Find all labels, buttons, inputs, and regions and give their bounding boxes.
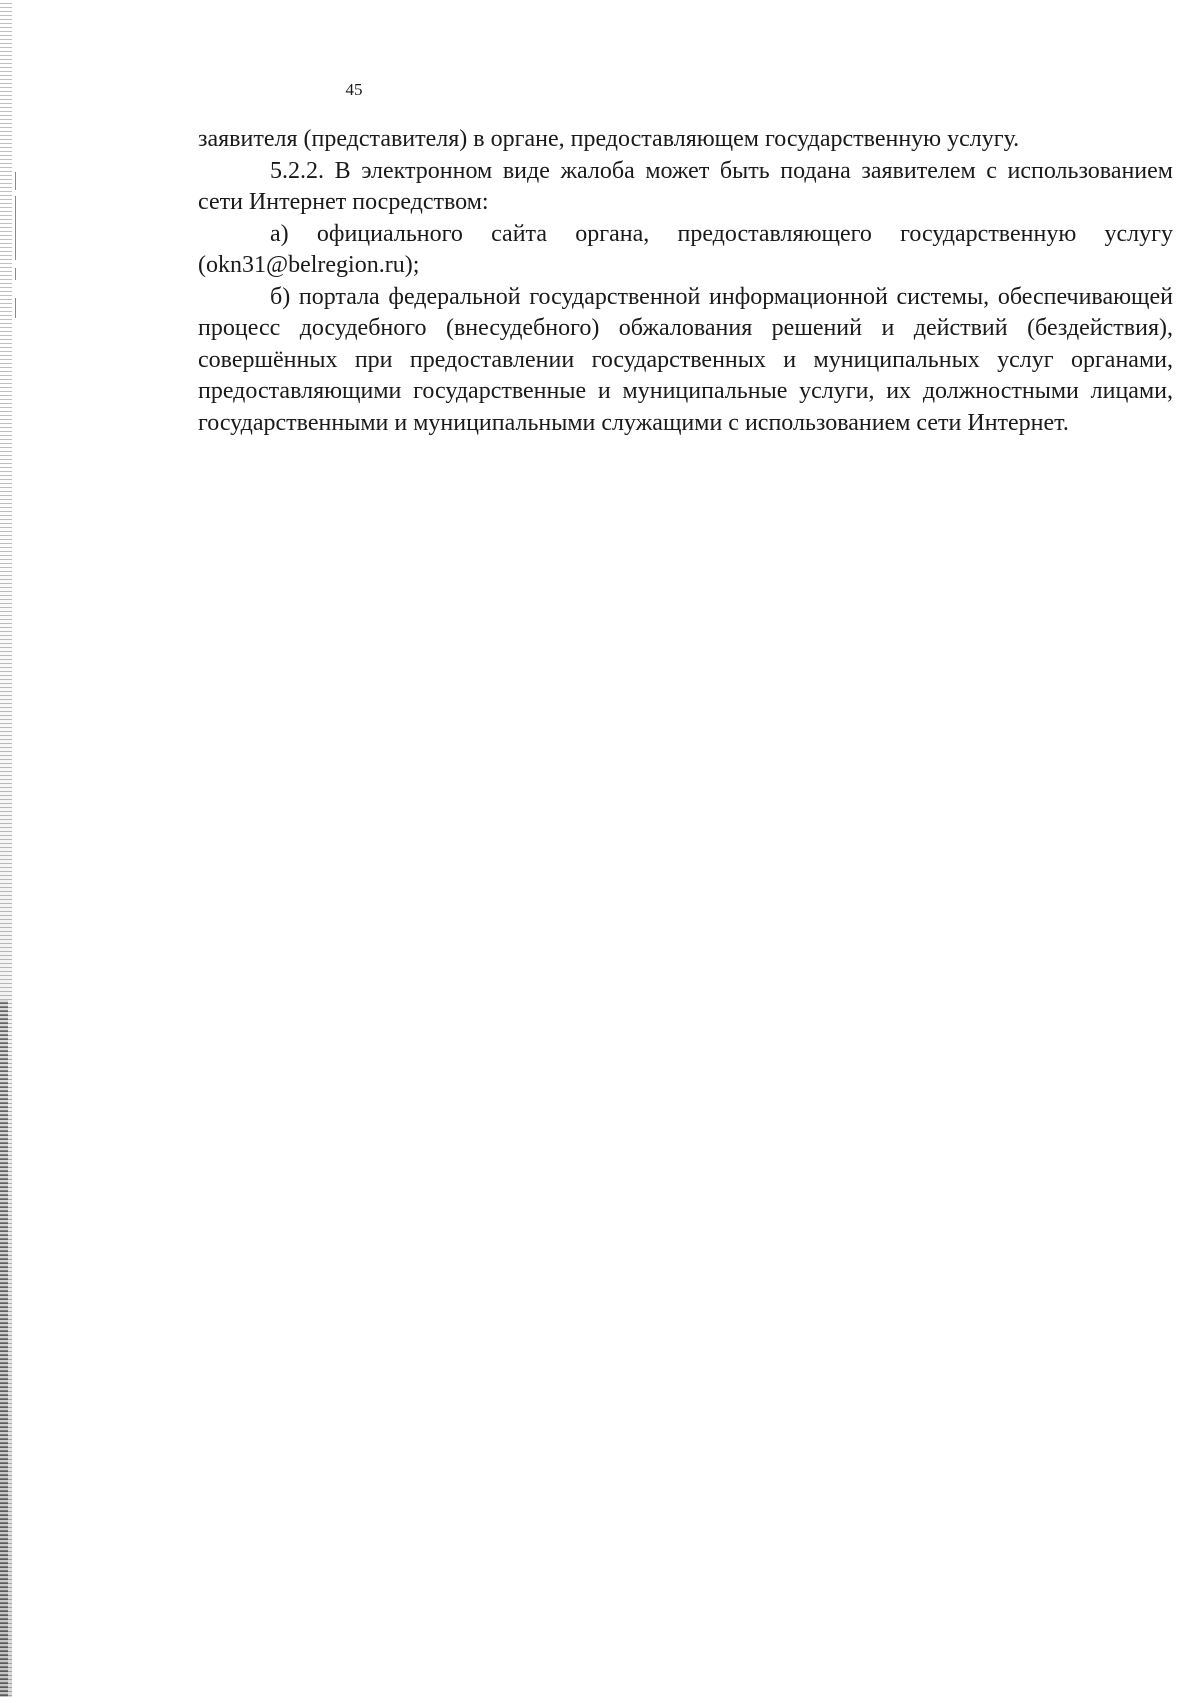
page-number xyxy=(0,80,1200,100)
margin-mark xyxy=(15,298,16,318)
document-body xyxy=(198,124,1173,439)
paragraph-item-a: а) официального сайта органа, предоставляющего государственную услугу (okn31@belregion.ru); xyxy=(198,220,1173,278)
page-number-text: 45 xyxy=(345,80,363,99)
paragraph-item-b: б) портала федеральной государственной информационной системы, обеспечивающей процесс досудебного (внесудебного) обжалования решений и действий (бездействия), совершённых при предоставлении государственных и муниципальных услуг органами, предоставляющими государственные и муниципальные услуги, их должностными лицами, государственными и муниципальными служащими с использованием сети Интернет. xyxy=(198,283,1173,436)
scan-edge-artifact-dark xyxy=(0,1000,8,1697)
margin-mark xyxy=(15,268,16,280)
margin-mark xyxy=(15,196,16,260)
paragraph-continuation: заявителя (представителя) в органе, предоставляющем государственную услугу. xyxy=(198,126,1020,152)
paragraph-5-2-2: 5.2.2. В электронном виде жалоба может быть подана заявителем с использованием сети Интернет посредством: xyxy=(198,157,1173,215)
margin-mark xyxy=(15,172,16,190)
